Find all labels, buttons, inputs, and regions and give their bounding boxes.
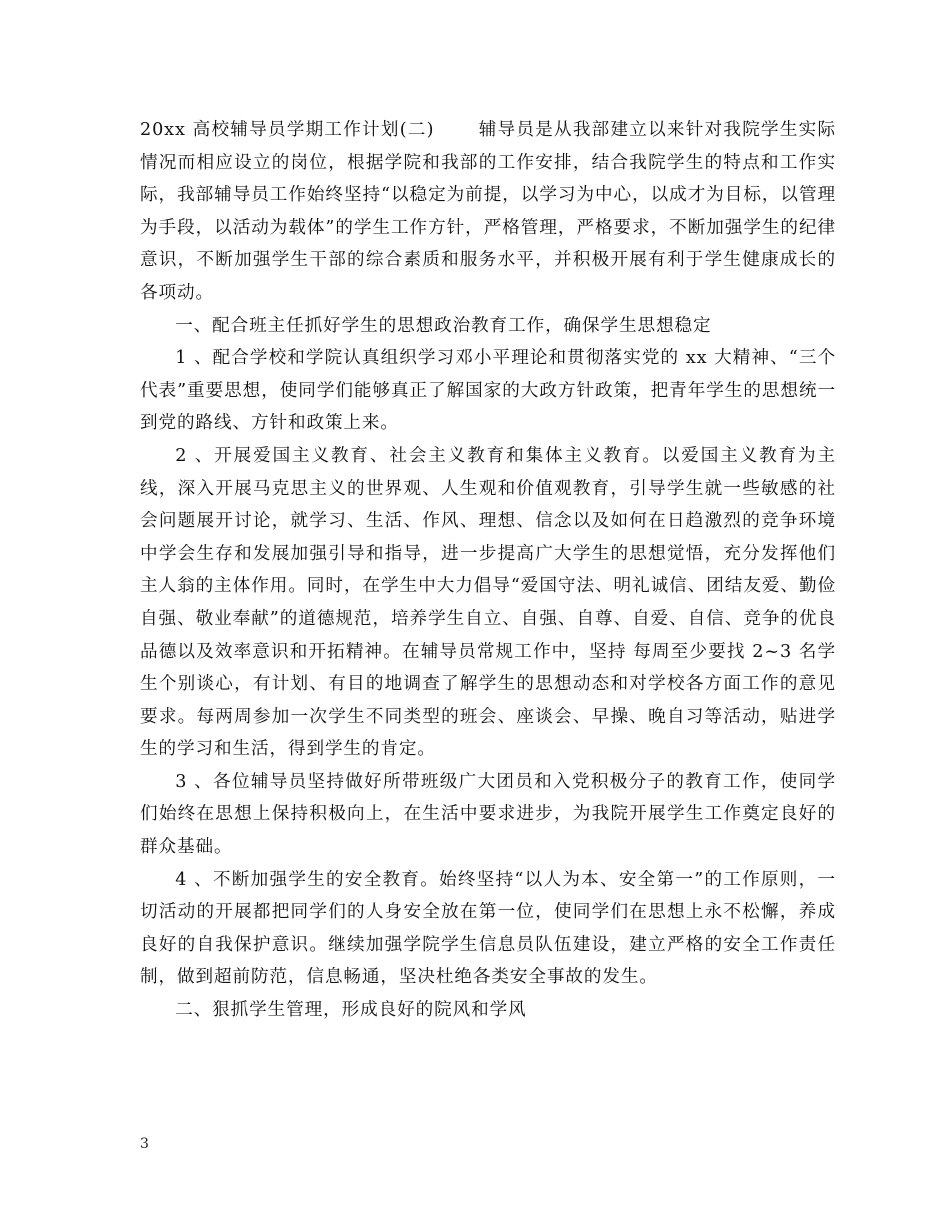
paragraph-2: 2 、开展爱国主义教育、社会主义教育和集体主义教育。以爱国主义教育为主线，深入开展马克思主义的世界观、人生观和价值观教育，引导学生就一些敏感的社会问题展开讨论，就学习、生活、作风、理想、信念以及如何在日趋激烈的竞争环境中学会生存和发展加强引导和指导，进一步提高广大学生的思想觉悟，充分发挥他们主人翁的主体作用。同时，在学生中大力倡导“爱国守法、明礼诚信、团结友爱、勤俭自强、敬业奉献”的道德规范，培养学生自立、自强、自尊、自爱、自信、竞争的优良品德以及效率意识和开拓精神。在辅导员常规工作中，坚持 每周至少要找 2~3 名学生个别谈心，有计划、有目的地调查了解学生的思想动态和对学校各方面工作的意见要求。每两周参加一次学生不同类型的班会、座谈会、早操、晚自习等活动，贴进学生的学习和生活，得到学生的肯定。 xyxy=(140,445,836,760)
title-paragraph xyxy=(140,114,836,310)
document-body xyxy=(140,114,836,1027)
document-title: 20xx 高校辅导员学期工作计划(二) xyxy=(140,120,435,140)
paragraph-4: 4 、不断加强学生的安全教育。始终坚持“以人为本、安全第一”的工作原则，一切活动的开展都把同学们的人身安全放在第一位，使同学们在思想上永不松懈，养成良好的自我保护意识。继续加强学院学生信息员队伍建设，建立严格的安全工作责任制，做到超前防范，信息畅通，坚决杜绝各类安全事故的发生。 xyxy=(140,869,836,988)
page-number: 3 xyxy=(140,1136,149,1152)
section-heading-1: 一、配合班主任抓好学生的思想政治教育工作，确保学生思想稳定 xyxy=(175,315,712,336)
section-heading-2: 二、狠抓学生管理，形成良好的院风和学风 xyxy=(175,1000,527,1021)
paragraph-3: 3 、各位辅导员坚持做好所带班级广大团员和入党积极分子的教育工作，使同学们始终在思想上保持积极向上，在生活中要求进步，为我院开展学生工作奠定良好的群众基础。 xyxy=(140,771,836,858)
paragraph-1: 1 、配合学校和学院认真组织学习邓小平理论和贯彻落实党的 xx 大精神、“三个代表”重要思想，使同学们能够真正了解国家的大政方针政策，把青年学生的思想统一到党的路线、方针和政策上来。 xyxy=(140,348,836,434)
intro-text: 辅导员是从我部建立以来针对我院学生实际情况而相应设立的岗位，根据学院和我部的工作安排，结合我院学生的特点和工作实际，我部辅导员工作始终坚持“以稳定为前提，以学习为中心，以成才为目标，以管理为手段，以活动为载体”的学生工作方针，严格管理，严格要求，不断加强学生的纪律意识，不断加强学生干部的综合素质和服务水平，并积极开展有利于学生健康成长的各项动。 xyxy=(140,120,836,303)
